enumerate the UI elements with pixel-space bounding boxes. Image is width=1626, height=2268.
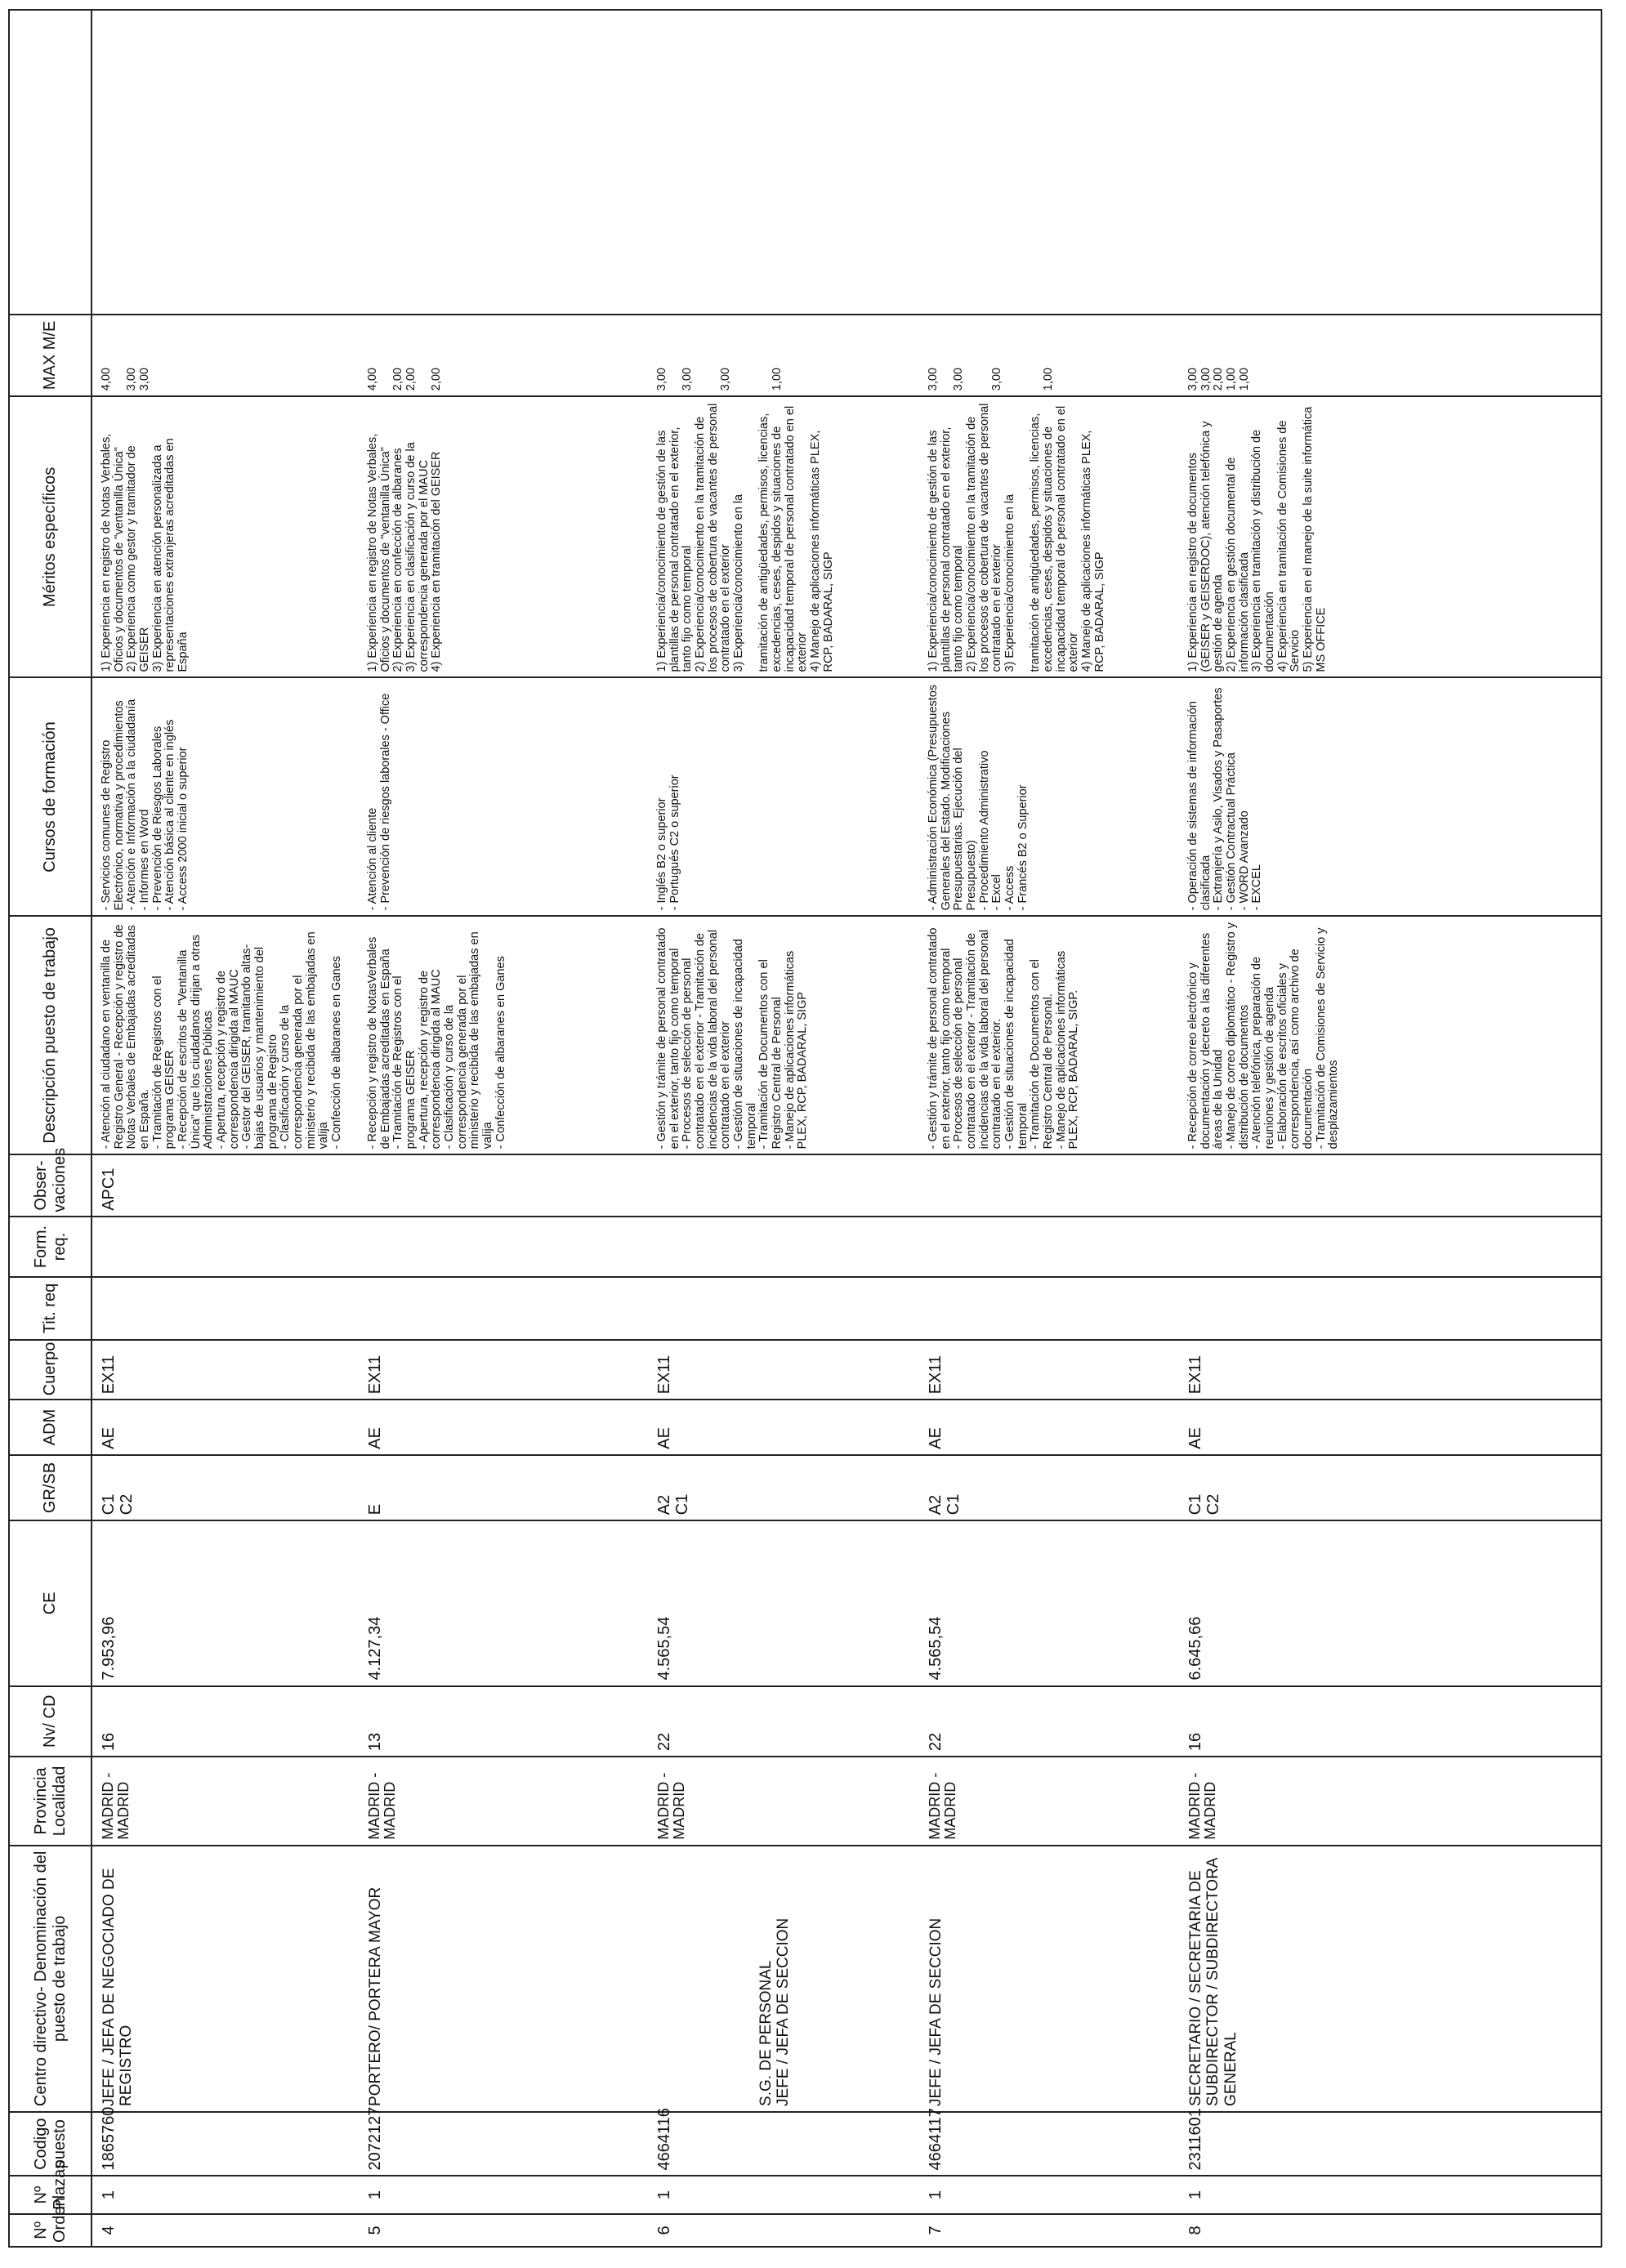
header-adm: ADM <box>9 1400 92 1454</box>
header-meritos: Méritos específicos <box>9 396 92 677</box>
cursos-cell: - Inglés B2 o superior - Portugués C2 o superior <box>648 678 919 917</box>
codigo-cell: 1865760 <box>92 2112 359 2176</box>
observaciones-cell <box>648 1154 919 1216</box>
meritos-cell: 1) Experiencia/conocimiento de gestión de las plantillas de personal contratado en el exterior, tanto fijo como temporal 2) Experiencia/conocimiento en la tramitación de los procesos de cobertura de vacantes de personal contratado en el exterior 3) Experiencia/conocimiento en la tramitación de antigüedades, permisos, licencias, excedencias, ceses, despidos y situaciones de incapacidad temporal de personal contratado en el exterior 4) Manejo de aplicaciones informáticas PLEX, RCP, BADARAL, SIGP <box>648 396 919 677</box>
denominacion: JEFE / JEFA DE SECCION <box>775 1918 793 2106</box>
descripcion-cell: - Recepción y registro de NotasVerbales de Embajadas acreditadas en España - Tramitación de Registros con el programa GEISER - Apertura, recepción y registro de correspondencia dirigida al MAUC - Clasificación y curso de la correspondencia generada por el ministerio y recibida de las embajadas en valija - Confección de albaranes en Ganes <box>359 916 648 1154</box>
orden-cell: 5 <box>359 2214 648 2247</box>
denominacion: PORTERO/ PORTERA MAYOR <box>367 1886 384 2106</box>
grupo-cell: E <box>359 1455 648 1521</box>
cuerpo-cell: EX11 <box>648 1340 919 1400</box>
provincia-cell: MADRID - MADRID <box>648 1757 919 1846</box>
header-cursos: Cursos de formación <box>9 678 92 917</box>
header-orden: Nº Orden <box>9 2214 92 2247</box>
provincia-cell: MADRID - MADRID <box>92 1757 359 1846</box>
formacion-cell <box>648 1217 919 1277</box>
descripcion-cell: - Gestión y trámite de personal contratado en el exterior, tanto fijo como temporal - Procesos de selección de personal contratado en el exterior - Tramitación de incidencias de la vida laboral del personal contratado en el exterior. - Gestión de situaciones de incapacidad temporal - Tramitación de Documentos con el Registro Central de Personal. - Manejo de aplicaciones informáticas PLEX, RCP, BADARAL, SIGP. <box>919 916 1179 1154</box>
orden-cell: 7 <box>919 2214 1179 2247</box>
cursos-cell: - Administración Económica (Presupuestos Generales del Estado. Modificaciones Presupuestarias. Ejecución del Presupuesto) - Procedimiento Administrativo - Excel - Access - Francés B2 o Superior <box>919 678 1179 917</box>
cuerpo-cell: EX11 <box>1179 1340 1601 1400</box>
orden-cell: 6 <box>648 2214 919 2247</box>
denominacion: JEFE / JEFA DE NEGOCIADO DE REGISTRO <box>101 1868 136 2106</box>
descripcion-cell: - Recepción de correo electrónico y documentación y decreto a las diferentes áreas de la Unidad - Manejo de correo diplomático - Registro y distribución de documentos - Atención telefónica, preparación de reuniones y gestión de agenda - Elaboración de escritos oficiales y correspondencia, así como archivo de documentación - Tramitación de Comisiones de Servicio y desplazamientos <box>1179 916 1601 1154</box>
blank-cell <box>359 10 648 315</box>
titulacion-cell <box>359 1277 648 1340</box>
titulacion-cell <box>92 1277 359 1340</box>
provincia-cell: MADRID - MADRID <box>359 1757 648 1846</box>
header-ce: CE <box>9 1520 92 1685</box>
codigo-cell: 2072127 <box>359 2112 648 2176</box>
plazas-cell: 1 <box>648 2176 919 2213</box>
table-row <box>359 10 648 2247</box>
grupo-cell: C1 C2 <box>1179 1455 1601 1521</box>
titulacion-cell <box>919 1277 1179 1340</box>
formacion-cell <box>359 1217 648 1277</box>
observaciones-cell <box>919 1154 1179 1216</box>
nivel-cell: 16 <box>1179 1686 1601 1757</box>
denominacion-cell <box>359 1846 648 2112</box>
plazas-cell: 1 <box>1179 2176 1601 2213</box>
header-grupo: GR/SB <box>9 1455 92 1521</box>
cuerpo-cell: EX11 <box>919 1340 1179 1400</box>
header-plazas: Nº Plazas <box>9 2176 92 2213</box>
nivel-cell: 22 <box>919 1686 1179 1757</box>
observaciones-cell: APC1 <box>92 1154 359 1216</box>
grupo-cell: A2 C1 <box>648 1455 919 1521</box>
plazas-cell: 1 <box>92 2176 359 2213</box>
table-row <box>648 10 919 2247</box>
denominacion-cell <box>648 1846 919 2112</box>
header-centro: Centro directivo- Denominación del puesto de trabajo <box>9 1846 92 2112</box>
vacancy-table <box>8 9 1602 2248</box>
table-row <box>1179 10 1601 2247</box>
meritos-cell: 1) Experiencia en registro de Notas Verbales, Oficios y documentos de "ventanilla Única" 2) Experiencia en confección de albaranes 3) Experiencia en clasificación y curso de la correspondencia generada por el MAUC 4) Experiencia en tramitación del GEISER <box>359 396 648 677</box>
adm-cell: AE <box>359 1400 648 1454</box>
nivel-cell: 16 <box>92 1686 359 1757</box>
denominacion: JEFE / JEFA DE SECCION <box>927 1918 945 2106</box>
meritos-cell: 1) Experiencia en registro de documentos (GEISER y GEISERDOC), atención telefónica y gestión de agenda 2) Experiencia en gestión documental de información clasificada 3) Experiencia en tramitación y distribución de documentación 4) Experiencia en tramitación de Comisiones de Servicio 5) Experiencia en el manejo de la suite informática MS OFFICE <box>1179 396 1601 677</box>
header-codigo: Codigo puesto <box>9 2112 92 2176</box>
ce-cell: 4.565,54 <box>919 1520 1179 1685</box>
max-cell: 3,00 3,00 3,00 1,00 <box>919 315 1179 397</box>
observaciones-cell <box>1179 1154 1601 1216</box>
meritos-cell: 1) Experiencia en registro de Notas Verbales, Oficios y documentos de "ventanilla Única" 2) Experiencia como gestor y tramitador de GEISER 3) Experiencia en atención personalizada a representaciones extranjeras acreditadas en España <box>92 396 359 677</box>
max-cell: 3,00 3,00 3,00 1,00 <box>648 315 919 397</box>
adm-cell: AE <box>92 1400 359 1454</box>
blank-cell <box>919 10 1179 315</box>
header-observaciones: Obser- vaciones <box>9 1154 92 1216</box>
header-formacion: Form. req. <box>9 1217 92 1277</box>
codigo-cell: 4664116 <box>648 2112 919 2176</box>
provincia-cell: MADRID - MADRID <box>1179 1757 1601 1846</box>
formacion-cell <box>1179 1217 1601 1277</box>
adm-cell: AE <box>919 1400 1179 1454</box>
codigo-cell: 4664117 <box>919 2112 1179 2176</box>
header-provincia: Provincia Localidad <box>9 1757 92 1846</box>
observaciones-cell <box>359 1154 648 1216</box>
codigo-cell: 2311601 <box>1179 2112 1601 2176</box>
formacion-cell <box>92 1217 359 1277</box>
denominacion-cell <box>1179 1846 1601 2112</box>
grupo-cell: C1 C2 <box>92 1455 359 1521</box>
cuerpo-cell: EX11 <box>92 1340 359 1400</box>
header-row <box>9 10 92 2247</box>
blank-cell <box>92 10 359 315</box>
header-titulacion: Tit. req <box>9 1277 92 1340</box>
plazas-cell: 1 <box>919 2176 1179 2213</box>
meritos-cell: 1) Experiencia/conocimiento de gestión de las plantillas de personal contratado en el exterior, tanto fijo como temporal 2) Experiencia/conocimiento en la tramitación de los procesos de cobertura de vacantes de personal contratado en el exterior 3) Experiencia/conocimiento en la tramitación de antigüedades, permisos, licencias, excedencias, ceses, despidos y situaciones de incapacidad temporal de personal contratado en el exterior 4) Manejo de aplicaciones informáticas PLEX, RCP, BADARAL, SIGP <box>919 396 1179 677</box>
header-cuerpo: Cuerpo <box>9 1340 92 1400</box>
nivel-cell: 13 <box>359 1686 648 1757</box>
nivel-cell: 22 <box>648 1686 919 1757</box>
provincia-cell: MADRID - MADRID <box>919 1757 1179 1846</box>
denominacion: SECRETARIO / SECRETARIA DE SUBDIRECTOR / SUBDIRECTORA GENERAL <box>1187 1858 1240 2106</box>
ce-cell: 4.127,34 <box>359 1520 648 1685</box>
max-cell: 4,00 3,00 3,00 <box>92 315 359 397</box>
adm-cell: AE <box>648 1400 919 1454</box>
max-cell: 4,00 2,00 2,00 2,00 <box>359 315 648 397</box>
subheading: S.G. DE PERSONAL <box>757 1960 775 2106</box>
adm-cell: AE <box>1179 1400 1601 1454</box>
table-row <box>92 10 359 2247</box>
orden-cell: 4 <box>92 2214 359 2247</box>
header-nivel: Nv/ CD <box>9 1686 92 1757</box>
descripcion-cell: - Gestión y trámite de personal contratado en el exterior, tanto fijo como temporal - Procesos de selección de personal contratado en el exterior - Tramitación de incidencias de la vida laboral del personal contratado en el exterior - Gestión de situaciones de incapacidad temporal - Tramitación de Documentos con el Registro Central de Personal - Manejo de aplicaciones informáticas PLEX, RCP, BADARAL, SIGP <box>648 916 919 1154</box>
ce-cell: 7.953,96 <box>92 1520 359 1685</box>
cursos-cell: - Atención al cliente - Prevención de riesgos laborales - Office <box>359 678 648 917</box>
blank-cell <box>1179 10 1601 315</box>
cuerpo-cell: EX11 <box>359 1340 648 1400</box>
descripcion-cell: - Atención al ciudadano en ventanilla de Registro General - Recepción y registro de Notas Verbales de Embajadas acreditadas en España. - Tramitación de Registros con el programa GEISER - Recepción de escritos de "Ventanilla Única" que los ciudadanos dirijan a otras Administraciones Públicas - Apertura, recepción y registro de correspondencia dirigida al MAUC - Gestor del GEISER, tramitando altas-bajas de usuarios y mantenimiento del programa de Registro - Clasificación y curso de la correspondencia generada por el ministerio y recibida de las embajadas en valija - Confección de albaranes en Ganes <box>92 916 359 1154</box>
denominacion-cell <box>92 1846 359 2112</box>
ce-cell: 6.645,66 <box>1179 1520 1601 1685</box>
formacion-cell <box>919 1217 1179 1277</box>
header-descripcion: Descripción puesto de trabajo <box>9 916 92 1154</box>
titulacion-cell <box>648 1277 919 1340</box>
table-row <box>919 10 1179 2247</box>
header-blank <box>9 10 92 315</box>
titulacion-cell <box>1179 1277 1601 1340</box>
header-max: MAX M/E <box>9 315 92 397</box>
blank-cell <box>648 10 919 315</box>
max-cell: 3,00 3,00 2,00 1,00 1,00 <box>1179 315 1601 397</box>
cursos-cell: - Servicios comunes de Registro Electrónico, normativa y procedimientos - Atención e Información a la ciudadanía - Informes en Word - Prevención de Riesgos Laborales - Atención básica al cliente en inglés - Access 2000 inicial o superior <box>92 678 359 917</box>
grupo-cell: A2 C1 <box>919 1455 1179 1521</box>
denominacion-cell <box>919 1846 1179 2112</box>
cursos-cell: - Operación de sistemas de información clasificada - Extranjería y Asilo, Visados y Pasaportes - Gestión Contractual Práctica - WORD Avanzado - EXCEL <box>1179 678 1601 917</box>
plazas-cell: 1 <box>359 2176 648 2213</box>
orden-cell: 8 <box>1179 2214 1601 2247</box>
ce-cell: 4.565,54 <box>648 1520 919 1685</box>
